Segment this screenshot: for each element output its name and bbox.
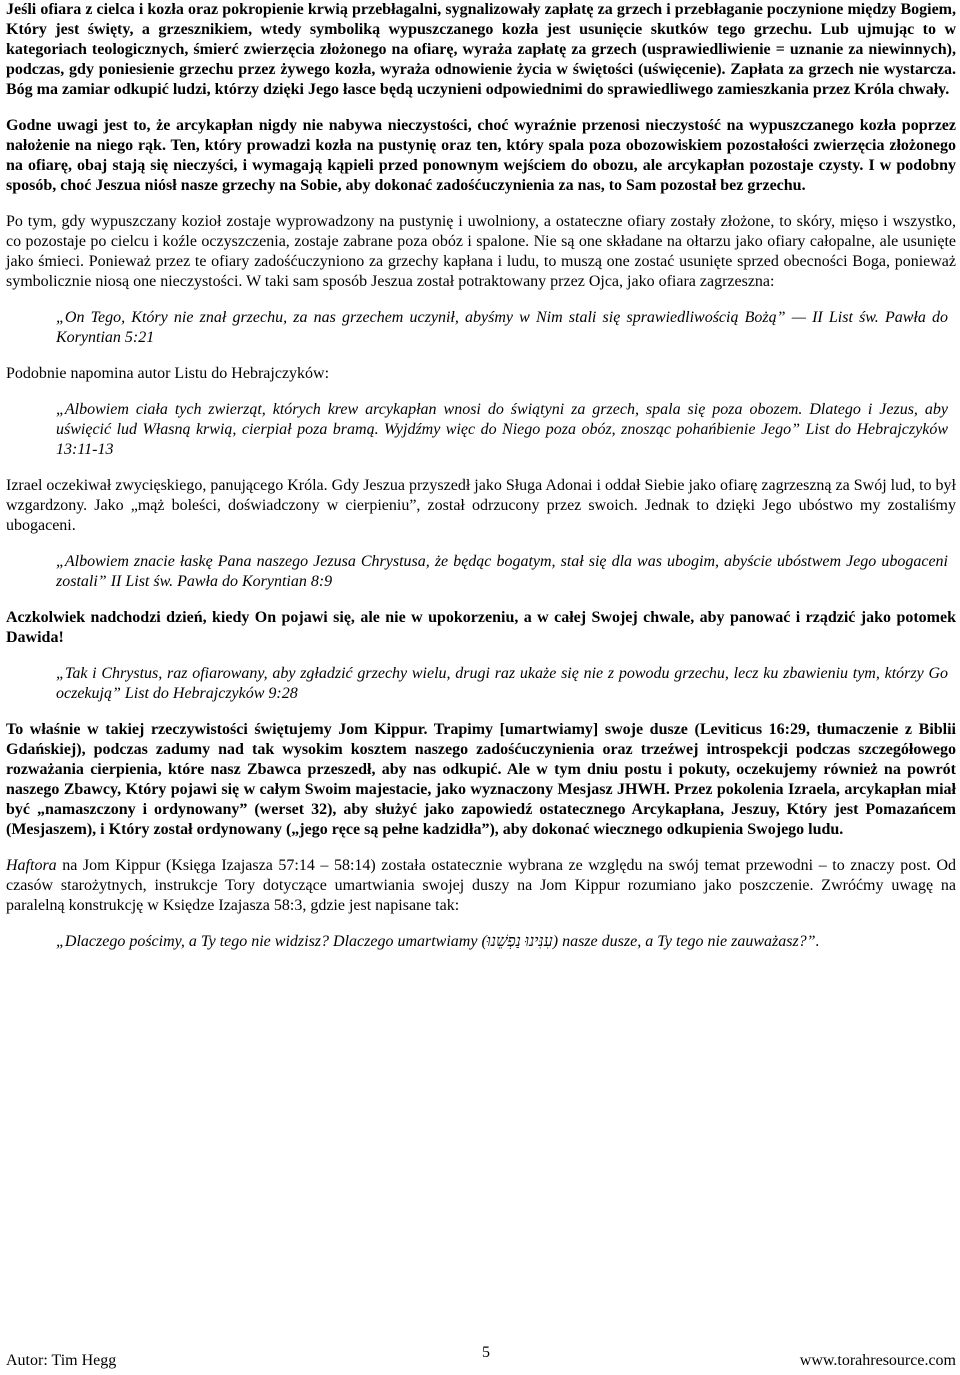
quote-1: „On Tego, Który nie znał grzechu, za nas grzechem uczynił, abyśmy w Nim stali się sprawiedliwością Bożą” — II List św. Pawła do Koryntian 5:21 — [56, 309, 948, 346]
footer-website: www.torahresource.com — [799, 1352, 956, 1369]
paragraph-5: Izrael oczekiwał zwycięskiego, panującego Króla. Gdy Jeszua przyszedł jako Sługa Adonai i oddał Siebie jako ofiarę zagrzeszną za Swój lud, to był wzgardzony. Jako „mąż boleści, doświadczony w cierpieniu”, został odrzucony przez swoich. Jednak to dzięki Jego ubóstwo my zostaliśmy ubogaceni. — [6, 477, 956, 534]
paragraph-2: Godne uwagi jest to, że arcykapłan nigdy nie nabywa nieczystości, choć wyraźnie przenosi nieczystość na wypuszczanego kozła poprzez nałożenie na niego rąk. Ten, który prowadzi kozła na pustynię oraz ten, który spala poza obozowiskiem pozostałości zwierzęcia złożonego na ofiarę, obaj stają się nieczyści, i wymagają kąpieli przed ponownym wejściem do obozu, ale arcykapłan pozostaje czysty. I w podobny sposób, choć Jeszua niósł nasze grzechy na Sobie, aby dokonać zadośćuczynienia za nas, to Sam pozostał bez grzechu. — [6, 117, 956, 194]
haftora-term: Haftora — [6, 857, 57, 874]
paragraph-8-text: na Jom Kippur (Księga Izajasza 57:14 – 58:14) została ostatecznie wybrana ze względu na swój temat przewodni – to znaczy post. Od czasów starożytnych, instrukcje Tory dotyczące umartwiania swojej duszy na Jom Kippur rozumiano jako poszczenie. Zwróćmy uwagę na paralelną konstrukcję w Księdze Izajasza 58:3, gdzie jest napisane tak: — [6, 857, 956, 914]
footer-author: Autor: Tim Hegg — [6, 1352, 117, 1369]
paragraph-4: Podobnie napomina autor Listu do Hebrajczyków: — [6, 365, 330, 382]
paragraph-8 — [6, 856, 956, 916]
paragraph-7: To właśnie w takiej rzeczywistości świętujemy Jom Kippur. Trapimy [umartwiamy] swoje dusze (Leviticus 16:29, tłumaczenie z Biblii Gdańskiej), podczas zadumy nad tak wysokim kosztem naszego zadośćuczynienia oraz trzeźwej introspekcji podczas szczegółowego rozważania cierpienia, które nasz Zbawca przeszedł, aby nas odkupić. Ale w tym dniu postu i pokuty, oczekujemy również na powrót naszego Zbawcy, Który pojawi się w całym Swoim majestacie, jako wyznaczony Mesjasz JHWH. Przez pokolenia Izraela, arcykapłan miał być „namaszczony i ordynowany” (werset 32), aby służyć jako zapowiedź ostatecznego Arcykapłana, Jeszuy, Który jest Pomazańcem (Mesjaszem), i Który został ordynowany („jego ręce są pełne kadzidła”), aby dokonać wiecznego odkupienia Swojego ludu. — [6, 721, 956, 838]
paragraph-3: Po tym, gdy wypuszczany kozioł zostaje wyprowadzony na pustynię i uwolniony, a ostateczne ofiary zostały złożone, to skóry, mięso i wszystko, co pozostaje po cielcu i koźle oczyszczenia, zostaje zabrane poza obóz i spalone. Nie są one składane na ołtarzu jako ofiary całopalne, ale usunięte jako śmieci. Ponieważ przez te ofiary zadośćuczyniono za grzechy kapłana i ludu, to muszą one zostać usunięte sprzed obecności Boga, ponieważ symbolicznie niosą one nieczystości. W taki sam sposób Jeszua został potraktowany przez Ojca, jako ofiara zagrzeszna: — [6, 213, 956, 290]
paragraph-1-part-b: Lub ujmując to w kategoriach teologicznych, śmierć zwierzęcia złożonego na ofiarę, wyraża zapłatę za grzech (usprawiedliwienie = uznanie za niewinnych), podczas, gdy poniesienie grzechu przez żywego kozła, wyraża odnowienie życia w świętości (uświęcenie). Zapłata za grzech nie wystarcza. Bóg ma zamiar odkupić ludzi, którzy dzięki Jego łasce będą uczynieni odpowiednimi do sprawiedliwego zamieszkania przez Króla chwały. — [6, 21, 957, 98]
quote-5: „Dlaczego pościmy, a Ty tego nie widzisz? Dlaczego umartwiamy (עִנִּינוּ נַפְשֵׁנוּ) nasze dusze, a Ty tego nie zauważasz?”. — [56, 933, 820, 950]
paragraph-1-part-a: Jeśli ofiara z cielca i kozła oraz pokropienie krwią przebłagalni, sygnalizowały zapłatę za grzech i przebłaganie poczynione między Bogiem, Który jest święty, a grzesznikiem, wtedy symboliką wypuszczanego kozła jest usunięcie skutków tego grzechu. — [6, 1, 956, 38]
quote-3: „Albowiem znacie łaskę Pana naszego Jezusa Chrystusa, że będąc bogatym, stał się dla was ubogim, abyście ubóstwem Jego ubogaceni zostali” II List św. Pawła do Koryntian 8:9 — [56, 553, 948, 590]
quote-2: „Albowiem ciała tych zwierząt, których krew arcykapłan wnosi do świątyni za grzech, spala się poza obozem. Dlatego i Jezus, aby uświęcić lud Własną krwią, cierpiał poza bramą. Wyjdźmy więc do Niego poza obóz, znosząc pohańbienie Jego” List do Hebrajczyków 13:11-13 — [56, 401, 948, 458]
page-number: 5 — [482, 1344, 490, 1361]
paragraph-6: Aczkolwiek nadchodzi dzień, kiedy On pojawi się, ale nie w upokorzeniu, a w całej Swojej chwale, aby panować i rządzić jako potomek Dawida! — [6, 609, 956, 646]
paragraph-1 — [6, 0, 956, 100]
quote-4: „Tak i Chrystus, raz ofiarowany, aby zgładzić grzechy wielu, drugi raz ukaże się nie z powodu grzechu, lecz ku zbawieniu tym, którzy Go oczekują” List do Hebrajczyków 9:28 — [56, 665, 948, 702]
